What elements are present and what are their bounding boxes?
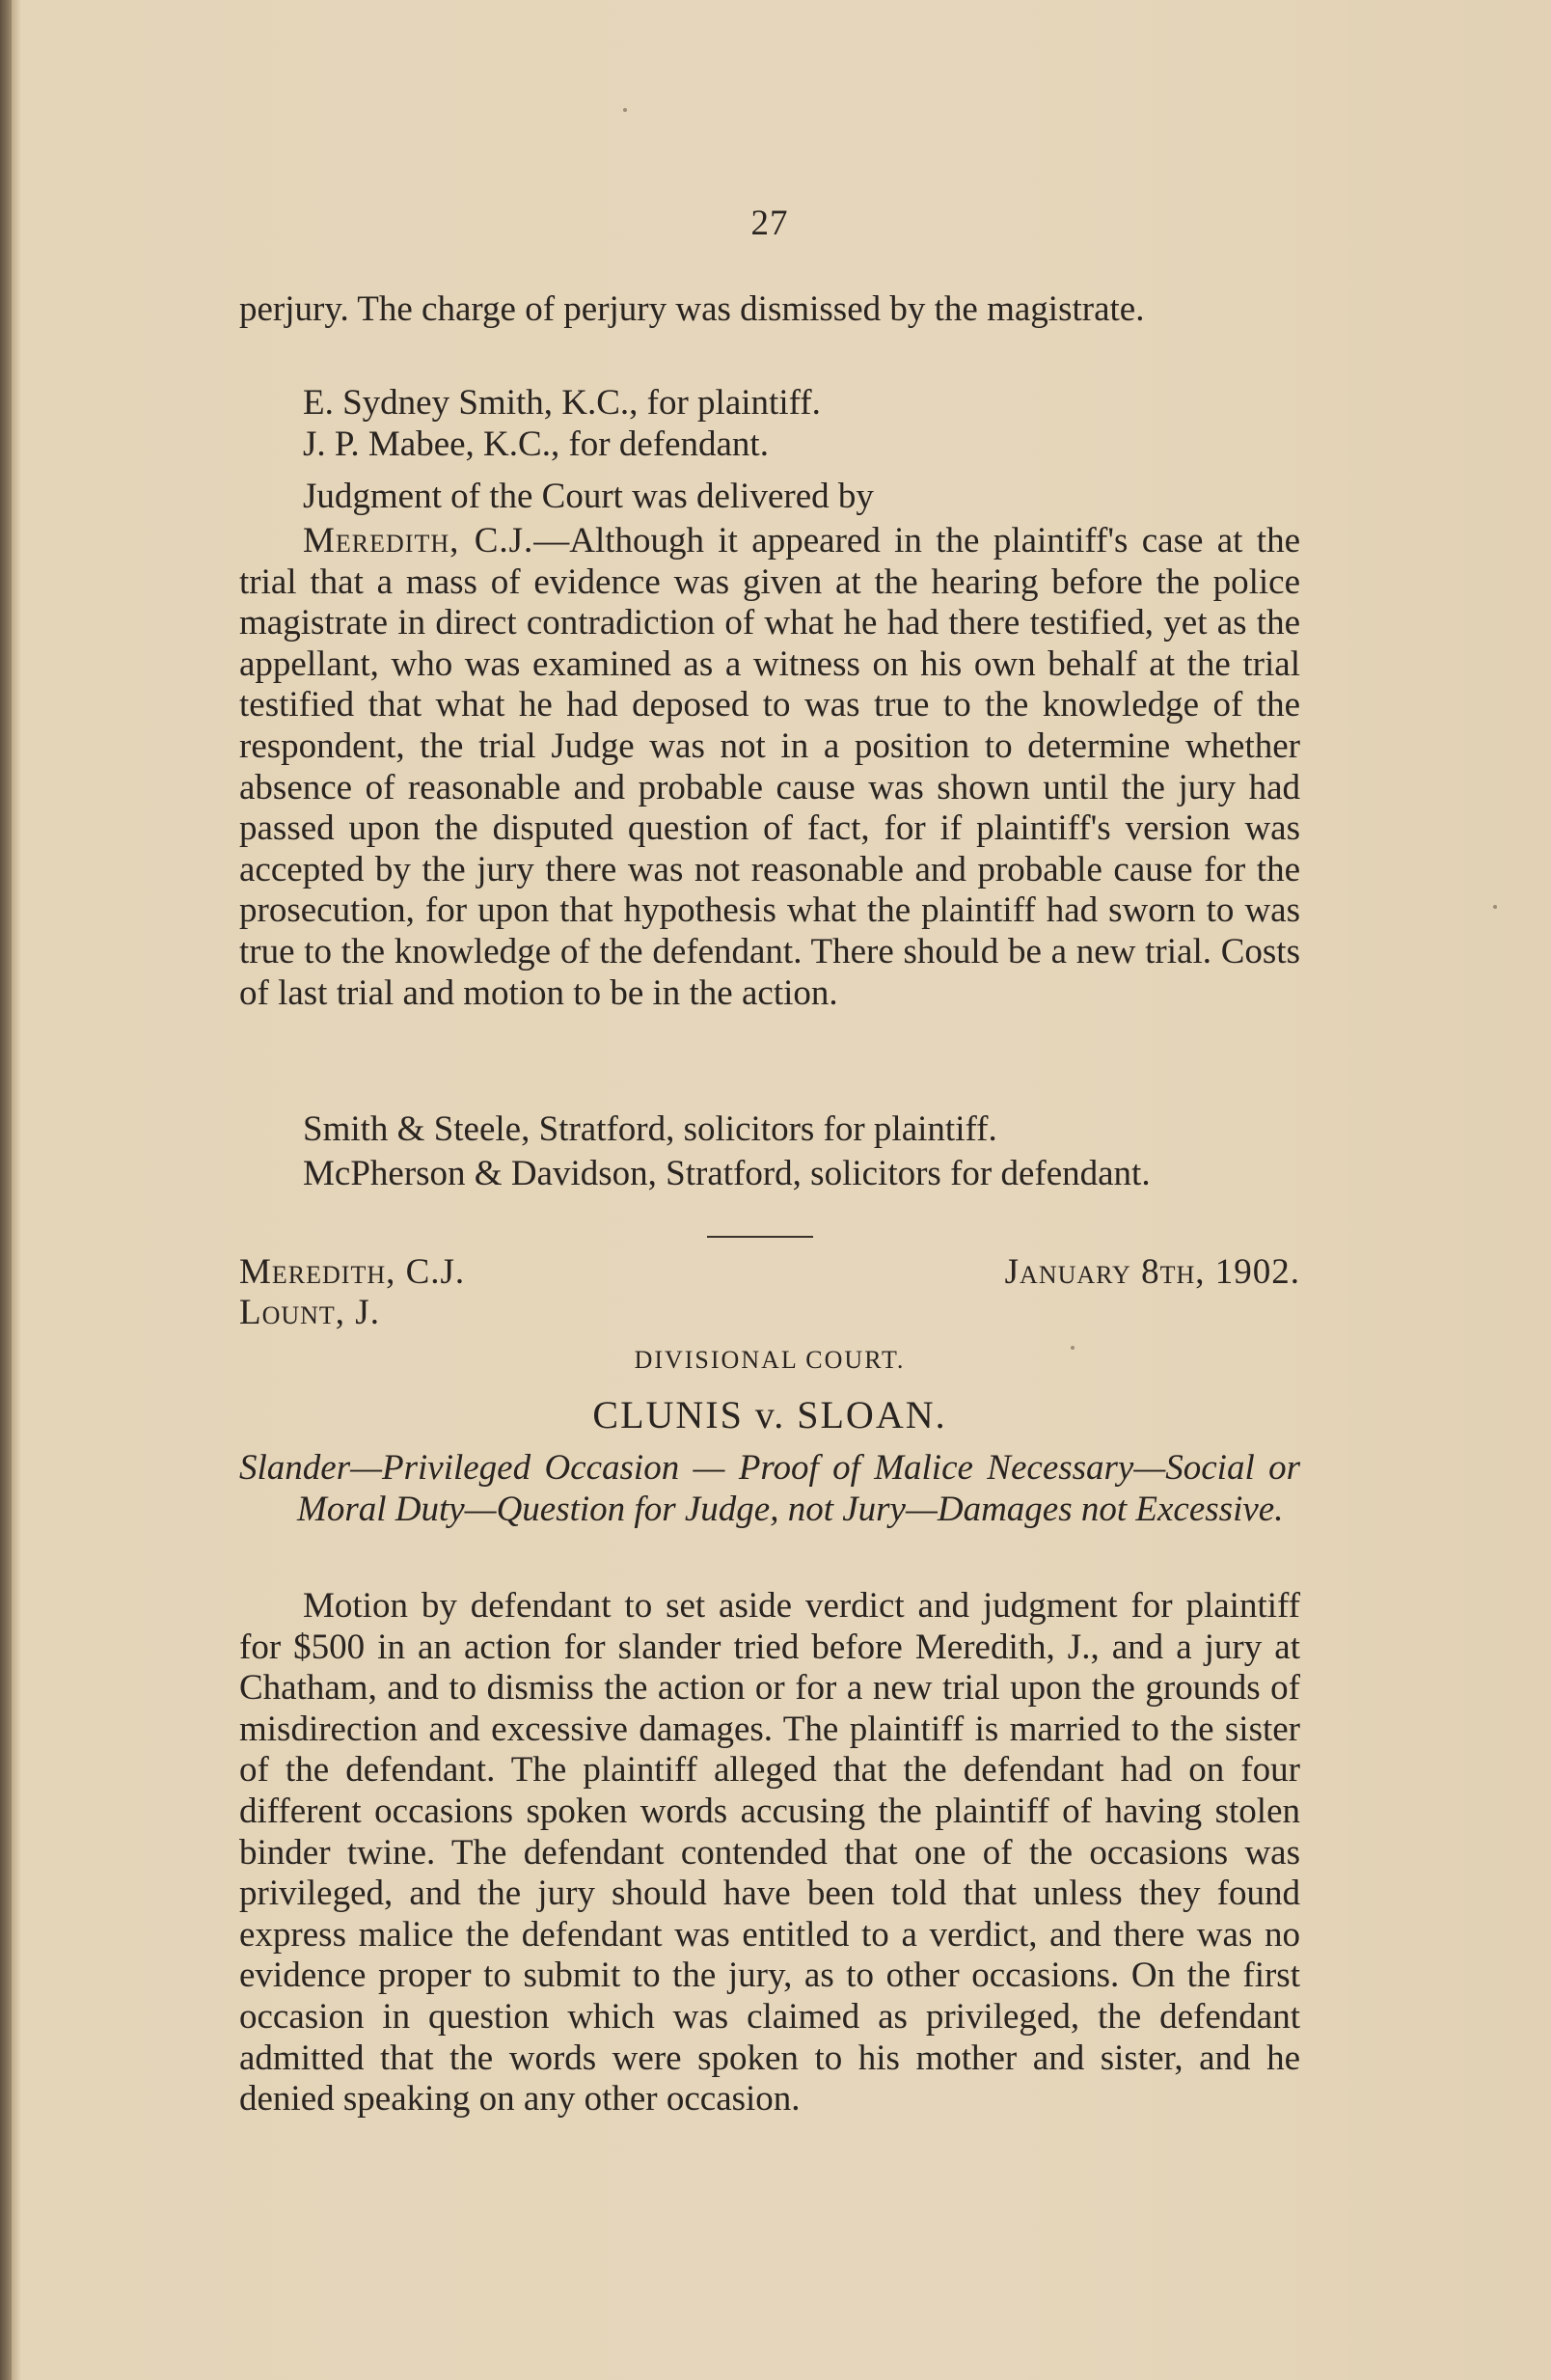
section-divider xyxy=(707,1236,813,1238)
judgment-judge-name: Meredith, C.J. xyxy=(303,521,534,561)
page-number: 27 xyxy=(750,204,789,243)
paragraph-perjury: perjury. The charge of perjury was dismissed by the magistrate. xyxy=(239,289,1145,329)
book-spine-shadow xyxy=(0,0,12,2380)
motion-paragraph: Motion by defendant to set aside verdict and judgment for plaintiff for $500 in an action for slander tried before Meredith, J., and a jury at Chatham, and to dismiss the action or for a new trial upon the grounds of misdirection and excessive damages. The plaintiff is married to the sister of the defendant. The plaintiff alleged that the defendant had on four different occasions spoken words accusing the plaintiff of having stolen binder twine. The defendant contended that one of the occasions was privileged, and the jury should have been told that unless they found express malice the defendant was entitled to a verdict, and there was no evidence proper to submit to the jury, as to other occasions. On the first occasion in question which was claimed as privileged, the defendant admitted that the words were spoken to his mother and sister, and he denied speaking on any other occasion. xyxy=(239,1586,1300,2120)
judgment-paragraph xyxy=(239,521,1300,1014)
judge-2: Lount, J. xyxy=(239,1293,380,1332)
solicitors-defendant: McPherson & Davidson, Stratford, solicitors for defendant. xyxy=(303,1154,1151,1193)
counsel-plaintiff: E. Sydney Smith, K.C., for plaintiff. xyxy=(303,383,821,423)
court-name: DIVISIONAL COURT. xyxy=(634,1346,906,1374)
judgment-text: —Although it appeared in the plaintiff's case at the trial that a mass of evidence was given at the hearing before the police magistrate in direct contradiction of what he had there testified, yet as the appellant, who was examined as a witness on his own behalf at the trial testified that what he had deposed to was true to the knowledge of the respondent, the trial Judge was not in a position to determine whether absence of reasonable and probable cause was shown until the jury had passed upon the disputed question of fact, for if plaintiff's version was accepted by the jury there was not reasonable and probable cause for the prosecution, for upon that hypothesis what the plaintiff had sworn to was true to the knowledge of the defendant. There should be a new trial. Costs of last trial and motion to be in the action. xyxy=(239,521,1301,1013)
judgment-intro: Judgment of the Court was delivered by xyxy=(303,477,874,516)
paper-speck xyxy=(1493,905,1497,909)
judge-1: Meredith, C.J. xyxy=(239,1252,466,1292)
case-date: January 8th, 1902. xyxy=(1004,1252,1300,1292)
case-title: CLUNIS v. SLOAN. xyxy=(592,1393,947,1436)
counsel-defendant: J. P. Mabee, K.C., for defendant. xyxy=(303,424,769,464)
paper-speck xyxy=(623,108,627,112)
solicitors-plaintiff: Smith & Steele, Stratford, solicitors for plaintiff. xyxy=(303,1109,997,1149)
case-judges xyxy=(239,1252,741,1333)
headnote: Slander—Privileged Occasion — Proof of Malice Necessary—Social or Moral Duty—Question for Judge, not Jury—Damages not Excessive. xyxy=(239,1448,1300,1529)
